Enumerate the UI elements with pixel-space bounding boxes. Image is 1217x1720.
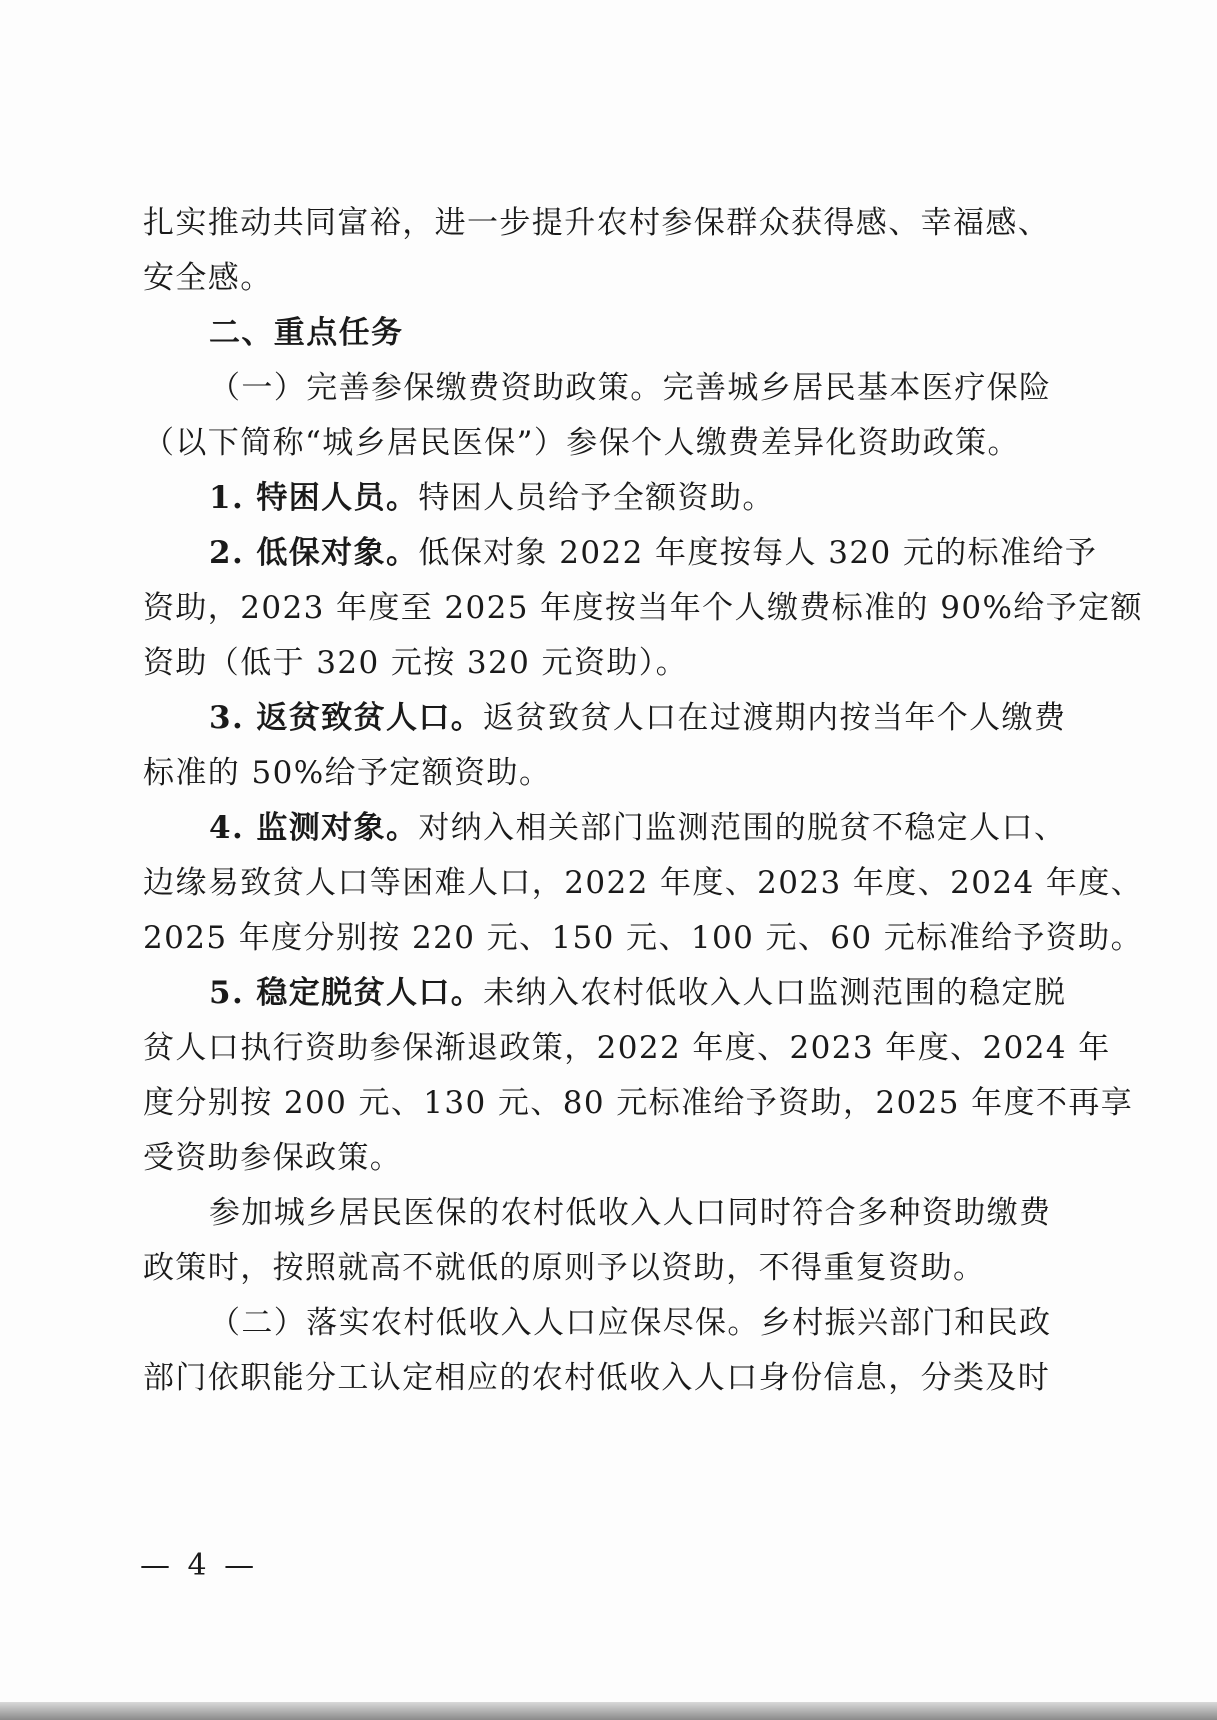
body-line <box>143 1076 1134 1131</box>
line-text: 返贫致贫人口在过渡期内按当年个人缴费 <box>483 700 1067 736</box>
item-lead: 2. 低保对象。 <box>209 535 419 571</box>
item-lead: 5. 稳定脱贫人口。 <box>209 975 484 1011</box>
line-text: 标准的 50%给予定额资助。 <box>143 755 552 791</box>
line-text: 度分别按 200 元、130 元、80 元标准给予资助，2025 年度不再享 <box>143 1085 1134 1121</box>
line-text: 对纳入相关部门监测范围的脱贫不稳定人口、 <box>418 810 1067 846</box>
line-text: 扎实推动共同富裕，进一步提升农村参保群众获得感、幸福感、 <box>143 205 1051 241</box>
page-number: — 4 — <box>140 1548 259 1583</box>
line-text: 受资助参保政策。 <box>143 1140 403 1176</box>
body-line <box>143 801 1073 856</box>
line-text: 部门依职能分工认定相应的农村低收入人口身份信息，分类及时 <box>143 1360 1051 1396</box>
line-text: （一）完善参保缴费资助政策。完善城乡居民基本医疗保险 <box>209 370 1052 406</box>
body-line <box>143 1241 1073 1296</box>
document-body <box>143 196 1144 1406</box>
line-text: （以下简称“城乡居民医保”）参保个人缴费差异化资助政策。 <box>143 425 1020 461</box>
body-line <box>143 966 1073 1021</box>
line-text: 特困人员给予全额资助。 <box>418 480 775 516</box>
line-text: 参加城乡居民医保的农村低收入人口同时符合多种资助缴费 <box>209 1195 1052 1231</box>
body-line <box>143 1351 1073 1406</box>
body-line <box>143 636 1073 691</box>
item-lead: 4. 监测对象。 <box>209 810 419 846</box>
body-line <box>143 1021 1111 1076</box>
item-lead: 3. 返贫致贫人口。 <box>209 700 484 736</box>
body-line <box>143 361 1073 416</box>
body-line <box>143 1296 1073 1351</box>
line-text: （二）落实农村低收入人口应保尽保。乡村振兴部门和民政 <box>209 1305 1052 1341</box>
body-line <box>143 746 1073 801</box>
heading-text: 二、重点任务 <box>209 315 404 351</box>
body-line <box>143 856 1144 911</box>
scan-edge <box>0 1702 1217 1720</box>
body-line <box>143 1131 1073 1186</box>
body-line <box>143 251 1073 306</box>
line-text: 政策时，按照就高不就低的原则予以资助，不得重复资助。 <box>143 1250 986 1286</box>
item-lead: 1. 特困人员。 <box>209 480 419 516</box>
body-line <box>143 196 1073 251</box>
body-line <box>143 911 1143 966</box>
line-text: 资助，2023 年度至 2025 年度按当年个人缴费标准的 90%给予定额 <box>143 590 1143 626</box>
line-text: 未纳入农村低收入人口监测范围的稳定脱 <box>483 975 1067 1011</box>
line-text: 低保对象 2022 年度按每人 320 元的标准给予 <box>418 535 1098 571</box>
body-line <box>143 1186 1073 1241</box>
body-line <box>143 526 1098 581</box>
line-text: 2025 年度分别按 220 元、150 元、100 元、60 元标准给予资助。 <box>143 920 1143 956</box>
line-text: 安全感。 <box>143 260 273 296</box>
body-line <box>143 691 1073 746</box>
line-text: 边缘易致贫人口等困难人口，2022 年度、2023 年度、2024 年度、 <box>143 865 1144 901</box>
body-line <box>143 581 1143 636</box>
line-text: 贫人口执行资助参保渐退政策，2022 年度、2023 年度、2024 年 <box>143 1030 1111 1066</box>
section-heading <box>143 306 1073 361</box>
body-line <box>143 471 1073 526</box>
line-text: 资助（低于 320 元按 320 元资助）。 <box>143 645 689 681</box>
body-line <box>143 416 1073 471</box>
